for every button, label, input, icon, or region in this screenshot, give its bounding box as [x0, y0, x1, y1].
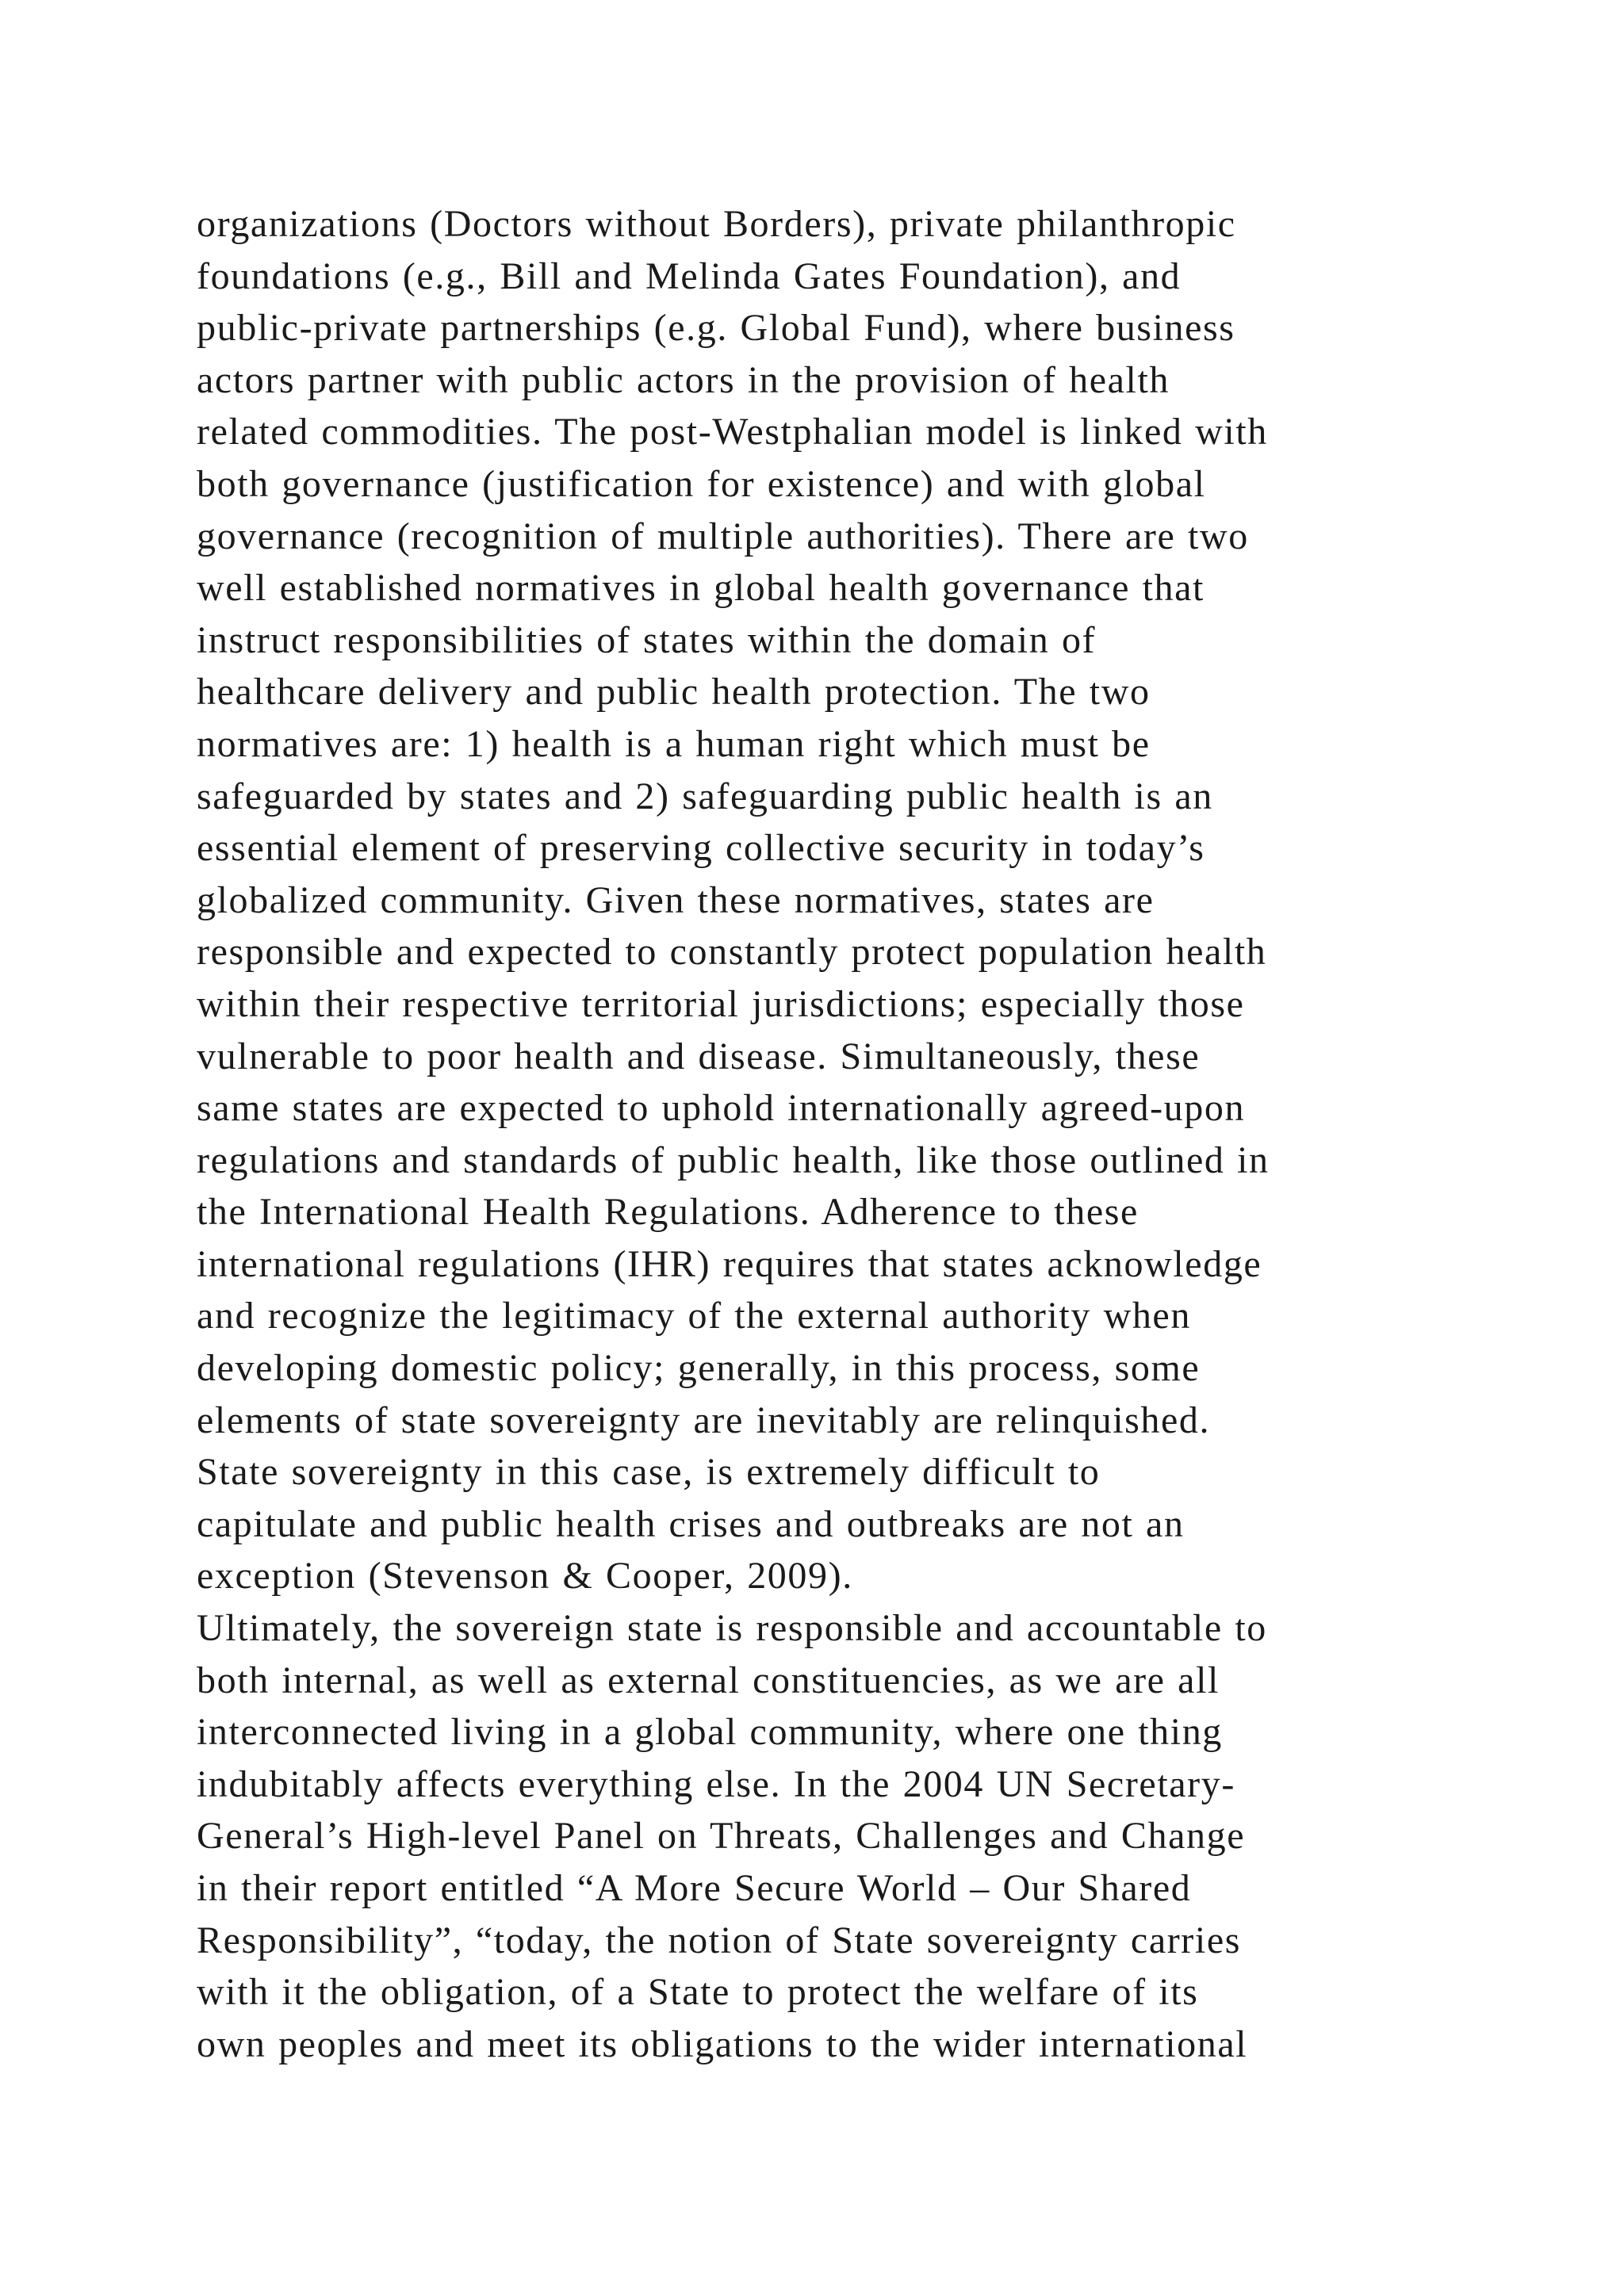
text-line: organizations (Doctors without Borders), private philanthropic: [197, 203, 1236, 245]
text-line: own peoples and meet its obligations to the wider international: [197, 2022, 1248, 2065]
body-text: [197, 198, 1465, 2070]
text-line: governance (recognition of multiple authorities). There are two: [197, 515, 1249, 557]
text-line: regulations and standards of public health, like those outlined in: [197, 1138, 1270, 1181]
text-line: exception (Stevenson & Cooper, 2009).: [197, 1555, 853, 1598]
text-line: essential element of preserving collective security in today’s: [197, 827, 1205, 870]
text-line: Responsibility”, “today, the notion of State sovereignty carries: [197, 1919, 1242, 1961]
text-line: capitulate and public health crises and outbreaks are not an: [197, 1502, 1185, 1545]
text-line: in their report entitled “A More Secure World – Our Shared: [197, 1867, 1192, 1909]
text-line: safeguarded by states and 2) safeguarding public health is an: [197, 775, 1213, 817]
text-line: General’s High-level Panel on Threats, Challenges and Change: [197, 1815, 1246, 1858]
text-line: well established normatives in global health governance that: [197, 567, 1205, 610]
text-line: foundations (e.g., Bill and Melinda Gates Foundation), and: [197, 254, 1182, 297]
text-line: within their respective territorial jurisdictions; especially those: [197, 982, 1245, 1025]
text-line: with it the obligation, of a State to protect the welfare of its: [197, 1971, 1199, 2014]
text-line: indubitably affects everything else. In the 2004 UN Secretary-: [197, 1762, 1235, 1805]
text-line: State sovereignty in this case, is extremely difficult to: [197, 1451, 1101, 1494]
text-line: instruct responsibilities of states within the domain of: [197, 618, 1097, 661]
text-line: healthcare delivery and public health protection. The two: [197, 671, 1151, 714]
text-line: international regulations (IHR) requires that states acknowledge: [197, 1242, 1262, 1285]
text-line: both internal, as well as external constituencies, as we are all: [197, 1659, 1220, 1701]
text-line: related commodities. The post-Westphalian model is linked with: [197, 411, 1268, 453]
text-line: elements of state sovereignty are inevitably are relinquished.: [197, 1399, 1211, 1441]
text-line: vulnerable to poor health and disease. Simultaneously, these: [197, 1035, 1201, 1077]
text-line: globalized community. Given these normatives, states are: [197, 878, 1155, 921]
text-line: developing domestic policy; generally, in this process, some: [197, 1347, 1201, 1390]
text-line: responsible and expected to constantly protect population health: [197, 931, 1267, 974]
text-line: both governance (justification for existence) and with global: [197, 462, 1206, 505]
text-line: the International Health Regulations. Adherence to these: [197, 1191, 1139, 1234]
text-line: interconnected living in a global community, where one thing: [197, 1711, 1223, 1754]
text-line: actors partner with public actors in the provision of health: [197, 358, 1170, 401]
text-line: same states are expected to uphold internationally agreed-upon: [197, 1087, 1246, 1130]
text-line: normatives are: 1) health is a human right which must be: [197, 722, 1151, 765]
text-line: public-private partnerships (e.g. Global Fund), where business: [197, 307, 1235, 350]
text-line: and recognize the legitimacy of the external authority when: [197, 1295, 1191, 1337]
text-line: Ultimately, the sovereign state is responsible and accountable to: [197, 1607, 1267, 1650]
